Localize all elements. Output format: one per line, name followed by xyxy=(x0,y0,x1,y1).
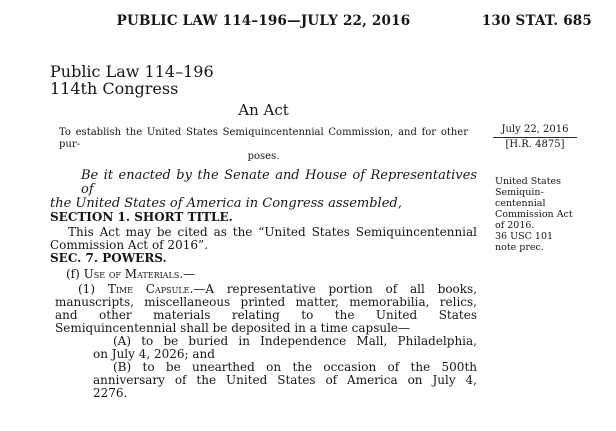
subparagraph-b-line: (B) to be unearthed on the occasion of the 500th xyxy=(113,360,477,374)
section7-heading: SEC. 7. POWERS. xyxy=(50,251,167,265)
subparagraph-a xyxy=(50,335,477,361)
section1-body-line: Commission Act of 2016”. xyxy=(50,238,208,252)
short-title-note-line: United States xyxy=(495,176,562,187)
subparagraph-b xyxy=(50,361,477,400)
paragraph-1-designator: (1) xyxy=(78,282,108,296)
short-title-note-line: Commission Act xyxy=(495,209,573,220)
short-title-note-line: of 2016. xyxy=(495,220,535,231)
paragraph-1-line: Semiquincentennial shall be deposited in a time capsule— xyxy=(55,321,411,335)
paragraph-1-catchline: Time Capsule xyxy=(107,282,190,296)
law-number-line: Public Law 114–196 xyxy=(50,62,214,81)
law-heading xyxy=(50,63,477,97)
enacting-clause xyxy=(50,169,477,211)
paragraph-1-line: manuscripts, miscellaneous printed matter, memorabilia, relics, xyxy=(55,295,477,309)
subsection-f-catchline: Use of Materials xyxy=(83,267,180,281)
section1-body xyxy=(50,226,477,252)
subparagraph-b-line: anniversary of the United States of America on July 4, xyxy=(93,373,477,387)
paragraph-1-line: and other materials relating to the United States xyxy=(55,308,477,322)
margin-note-block xyxy=(495,176,587,253)
paragraph-1 xyxy=(50,283,477,335)
subparagraph-a-line: (A) to be buried in Independence Mall, Philadelphia, xyxy=(113,334,477,348)
section1-body-line: This Act may be cited as the “United States Semiquincentennial xyxy=(68,225,477,239)
subsection-f-designator: (f) xyxy=(66,267,84,281)
purpose-clause xyxy=(50,127,477,163)
short-title-note-line: Semiquin- xyxy=(495,187,544,198)
margin-date-block xyxy=(493,124,577,151)
subsection-f-dash: .— xyxy=(179,267,196,281)
purpose-line: poses. xyxy=(247,151,280,162)
statute-text-column xyxy=(50,63,477,400)
stat-citation: 130 STAT. 685 xyxy=(481,13,592,29)
bill-number: [H.R. 4875] xyxy=(505,139,565,150)
subsection-f-line xyxy=(50,268,477,281)
short-title-note xyxy=(495,176,587,231)
enacting-clause-line: the United States of America in Congress assembled, xyxy=(50,196,402,211)
short-title-note-line: centennial xyxy=(495,198,546,209)
usc-note xyxy=(495,231,587,253)
purpose-line: To establish the United States Semiquincentennial Commission, and for other pur- xyxy=(59,127,468,150)
usc-note-line: note prec. xyxy=(495,242,544,253)
subparagraph-a-line: on July 4, 2026; and xyxy=(93,347,215,361)
running-head-title: PUBLIC LAW 114–196—JULY 22, 2016 xyxy=(116,13,411,29)
usc-note-line: 36 USC 101 xyxy=(495,231,554,242)
paragraph-1-text: .—A representative portion of all books, xyxy=(189,282,478,296)
section1-heading: SECTION 1. SHORT TITLE. xyxy=(50,210,233,224)
enacting-clause-line: Be it enacted by the Senate and House of Representatives of xyxy=(81,168,477,197)
margin-note-rule xyxy=(493,137,577,138)
act-label: An Act xyxy=(238,101,289,119)
congress-line: 114th Congress xyxy=(50,79,179,98)
margin-date: July 22, 2016 xyxy=(501,124,569,135)
subparagraph-b-line: 2276. xyxy=(93,386,128,400)
